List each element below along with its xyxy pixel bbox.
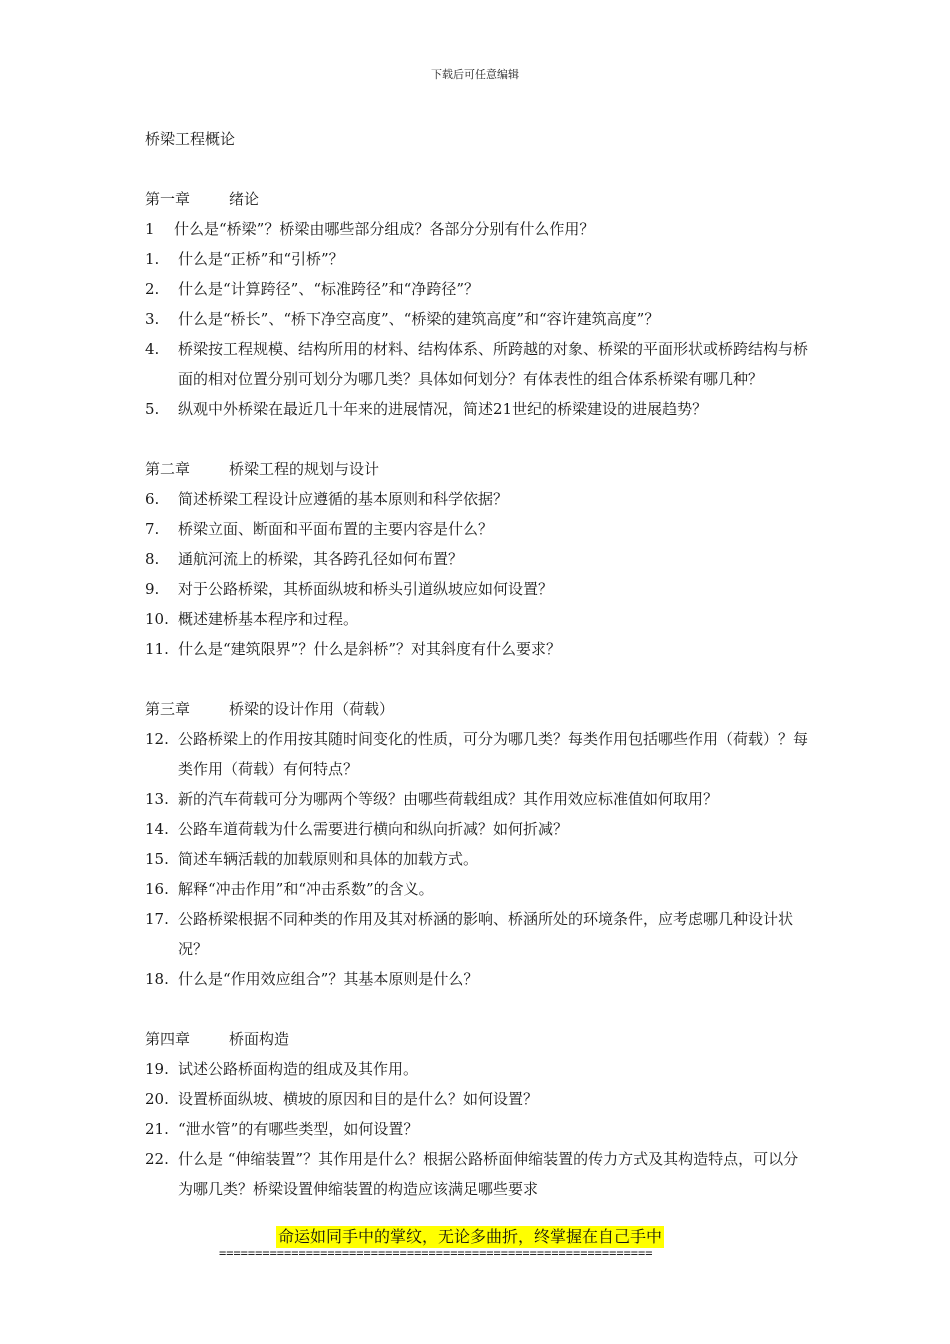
question-item bbox=[145, 274, 810, 304]
question-number: 12. bbox=[145, 730, 169, 748]
question-item bbox=[145, 874, 810, 904]
chapter-list bbox=[145, 184, 810, 1204]
question-item bbox=[145, 724, 810, 784]
question-number: 16. bbox=[145, 880, 169, 898]
chapter-label: 第一章 bbox=[145, 190, 191, 208]
question-text: 公路桥梁上的作用按其随时间变化的性质，可分为哪几类？每类作用包括哪些作用（荷载）？每类作用（荷载）有何特点？ bbox=[178, 730, 809, 778]
question-text: 新的汽车荷载可分为哪两个等级？由哪些荷载组成？其作用效应标准值如何取用？ bbox=[178, 790, 719, 808]
question-number: 4. bbox=[145, 340, 160, 358]
chapter-label: 第四章 bbox=[145, 1030, 191, 1048]
question-number: 3. bbox=[145, 310, 160, 328]
question-item bbox=[145, 1054, 810, 1084]
question-text: 什么是“桥梁”？桥梁由哪些部分组成？各部分分别有什么作用？ bbox=[174, 220, 595, 238]
question-number: 22. bbox=[145, 1150, 169, 1168]
question-number: 21. bbox=[145, 1120, 169, 1138]
question-number: 17. bbox=[145, 910, 169, 928]
chapter-name: 桥面构造 bbox=[229, 1030, 290, 1048]
question-number: 14. bbox=[145, 820, 169, 838]
chapter-heading bbox=[145, 1024, 810, 1054]
question-text: 什么是“桥长”、“桥下净空高度”、“桥梁的建筑高度”和“容许建筑高度”？ bbox=[178, 310, 660, 328]
question-number: 1 bbox=[145, 220, 155, 238]
question-text: 解释“冲击作用”和“冲击系数”的含义。 bbox=[178, 880, 434, 898]
header-note: 下载后可任意编辑 bbox=[431, 68, 519, 81]
question-text: “泄水管”的有哪些类型，如何设置？ bbox=[178, 1120, 419, 1138]
question-text: 什么是“作用效应组合”？其基本原则是什么？ bbox=[178, 970, 479, 988]
question-item bbox=[145, 304, 810, 334]
chapter-label: 第二章 bbox=[145, 460, 191, 478]
question-item bbox=[145, 214, 810, 244]
question-text: 什么是“建筑限界”？什么是斜桥”？对其斜度有什么要求？ bbox=[178, 640, 562, 658]
footer-motto: 命运如同手中的掌纹，无论多曲折，终掌握在自己手中 bbox=[278, 1227, 663, 1246]
question-number: 9. bbox=[145, 580, 160, 598]
chapter-block bbox=[145, 1024, 810, 1204]
question-item bbox=[145, 574, 810, 604]
question-item bbox=[145, 604, 810, 634]
question-text: 简述桥梁工程设计应遵循的基本原则和科学依据？ bbox=[178, 490, 509, 508]
question-number: 19. bbox=[145, 1060, 169, 1078]
chapter-heading bbox=[145, 694, 810, 724]
question-text: 对于公路桥梁，其桥面纵坡和桥头引道纵坡应如何设置？ bbox=[178, 580, 554, 598]
chapter-block bbox=[145, 694, 810, 994]
question-number: 18. bbox=[145, 970, 169, 988]
question-text: 纵观中外桥梁在最近几十年来的进展情况，简述21世纪的桥梁建设的进展趋势？ bbox=[178, 400, 708, 418]
question-item bbox=[145, 244, 810, 274]
chapter-heading bbox=[145, 454, 810, 484]
chapter-block bbox=[145, 184, 810, 424]
question-text: 什么是 “伸缩装置”？其作用是什么？根据公路桥面伸缩装置的传力方式及其构造特点，可以分为哪几类？桥梁设置伸缩装置的构造应该满足哪些要求 bbox=[178, 1150, 799, 1198]
question-number: 8. bbox=[145, 550, 160, 568]
question-text: 桥梁立面、断面和平面布置的主要内容是什么？ bbox=[178, 520, 494, 538]
question-text: 试述公路桥面构造的组成及其作用。 bbox=[178, 1060, 419, 1078]
question-item bbox=[145, 844, 810, 874]
question-number: 5. bbox=[145, 400, 160, 418]
question-text: 公路桥梁根据不同种类的作用及其对桥涵的影响、桥涵所处的环境条件，应考虑哪几种设计状况？ bbox=[178, 910, 794, 958]
question-item bbox=[145, 1114, 810, 1144]
question-text: 概述建桥基本程序和过程。 bbox=[178, 610, 359, 628]
question-item bbox=[145, 814, 810, 844]
question-number: 6. bbox=[145, 490, 160, 508]
question-item bbox=[145, 1084, 810, 1114]
question-text: 桥梁按工程规模、结构所用的材料、结构体系、所跨越的对象、桥梁的平面形状或桥跨结构与桥面的相对位置分别可划分为哪几类？具体如何划分？有体表性的组合体系桥梁有哪几种？ bbox=[178, 340, 809, 388]
question-text: 通航河流上的桥梁，其各跨孔径如何布置？ bbox=[178, 550, 464, 568]
question-text: 什么是“计算跨径”、“标准跨径”和“净跨径”？ bbox=[178, 280, 480, 298]
document-title: 桥梁工程概论 bbox=[145, 130, 236, 148]
footer-rule: ============================================================ bbox=[219, 1246, 653, 1260]
question-item bbox=[145, 484, 810, 514]
question-item bbox=[145, 904, 810, 964]
chapter-name: 绪论 bbox=[229, 190, 260, 208]
chapter-name: 桥梁的设计作用（荷载） bbox=[229, 700, 395, 718]
question-item bbox=[145, 334, 810, 394]
question-text: 什么是“正桥”和“引桥”？ bbox=[178, 250, 344, 268]
question-number: 1. bbox=[145, 250, 160, 268]
question-item bbox=[145, 634, 810, 664]
document-body bbox=[145, 124, 810, 1234]
question-number: 13. bbox=[145, 790, 169, 808]
question-item bbox=[145, 394, 810, 424]
question-number: 11. bbox=[145, 640, 169, 658]
chapter-block bbox=[145, 454, 810, 664]
question-item bbox=[145, 964, 810, 994]
question-number: 20. bbox=[145, 1090, 169, 1108]
question-number: 7. bbox=[145, 520, 160, 538]
chapter-label: 第三章 bbox=[145, 700, 191, 718]
question-number: 10. bbox=[145, 610, 169, 628]
chapter-heading bbox=[145, 184, 810, 214]
question-number: 2. bbox=[145, 280, 160, 298]
question-text: 设置桥面纵坡、横坡的原因和目的是什么？如何设置？ bbox=[178, 1090, 539, 1108]
question-item bbox=[145, 784, 810, 814]
question-text: 简述车辆活载的加载原则和具体的加载方式。 bbox=[178, 850, 479, 868]
question-number: 15. bbox=[145, 850, 169, 868]
question-item bbox=[145, 514, 810, 544]
question-item bbox=[145, 544, 810, 574]
question-text: 公路车道荷载为什么需要进行横向和纵向折减？如何折减？ bbox=[178, 820, 569, 838]
chapter-name: 桥梁工程的规划与设计 bbox=[229, 460, 380, 478]
question-item bbox=[145, 1144, 810, 1204]
